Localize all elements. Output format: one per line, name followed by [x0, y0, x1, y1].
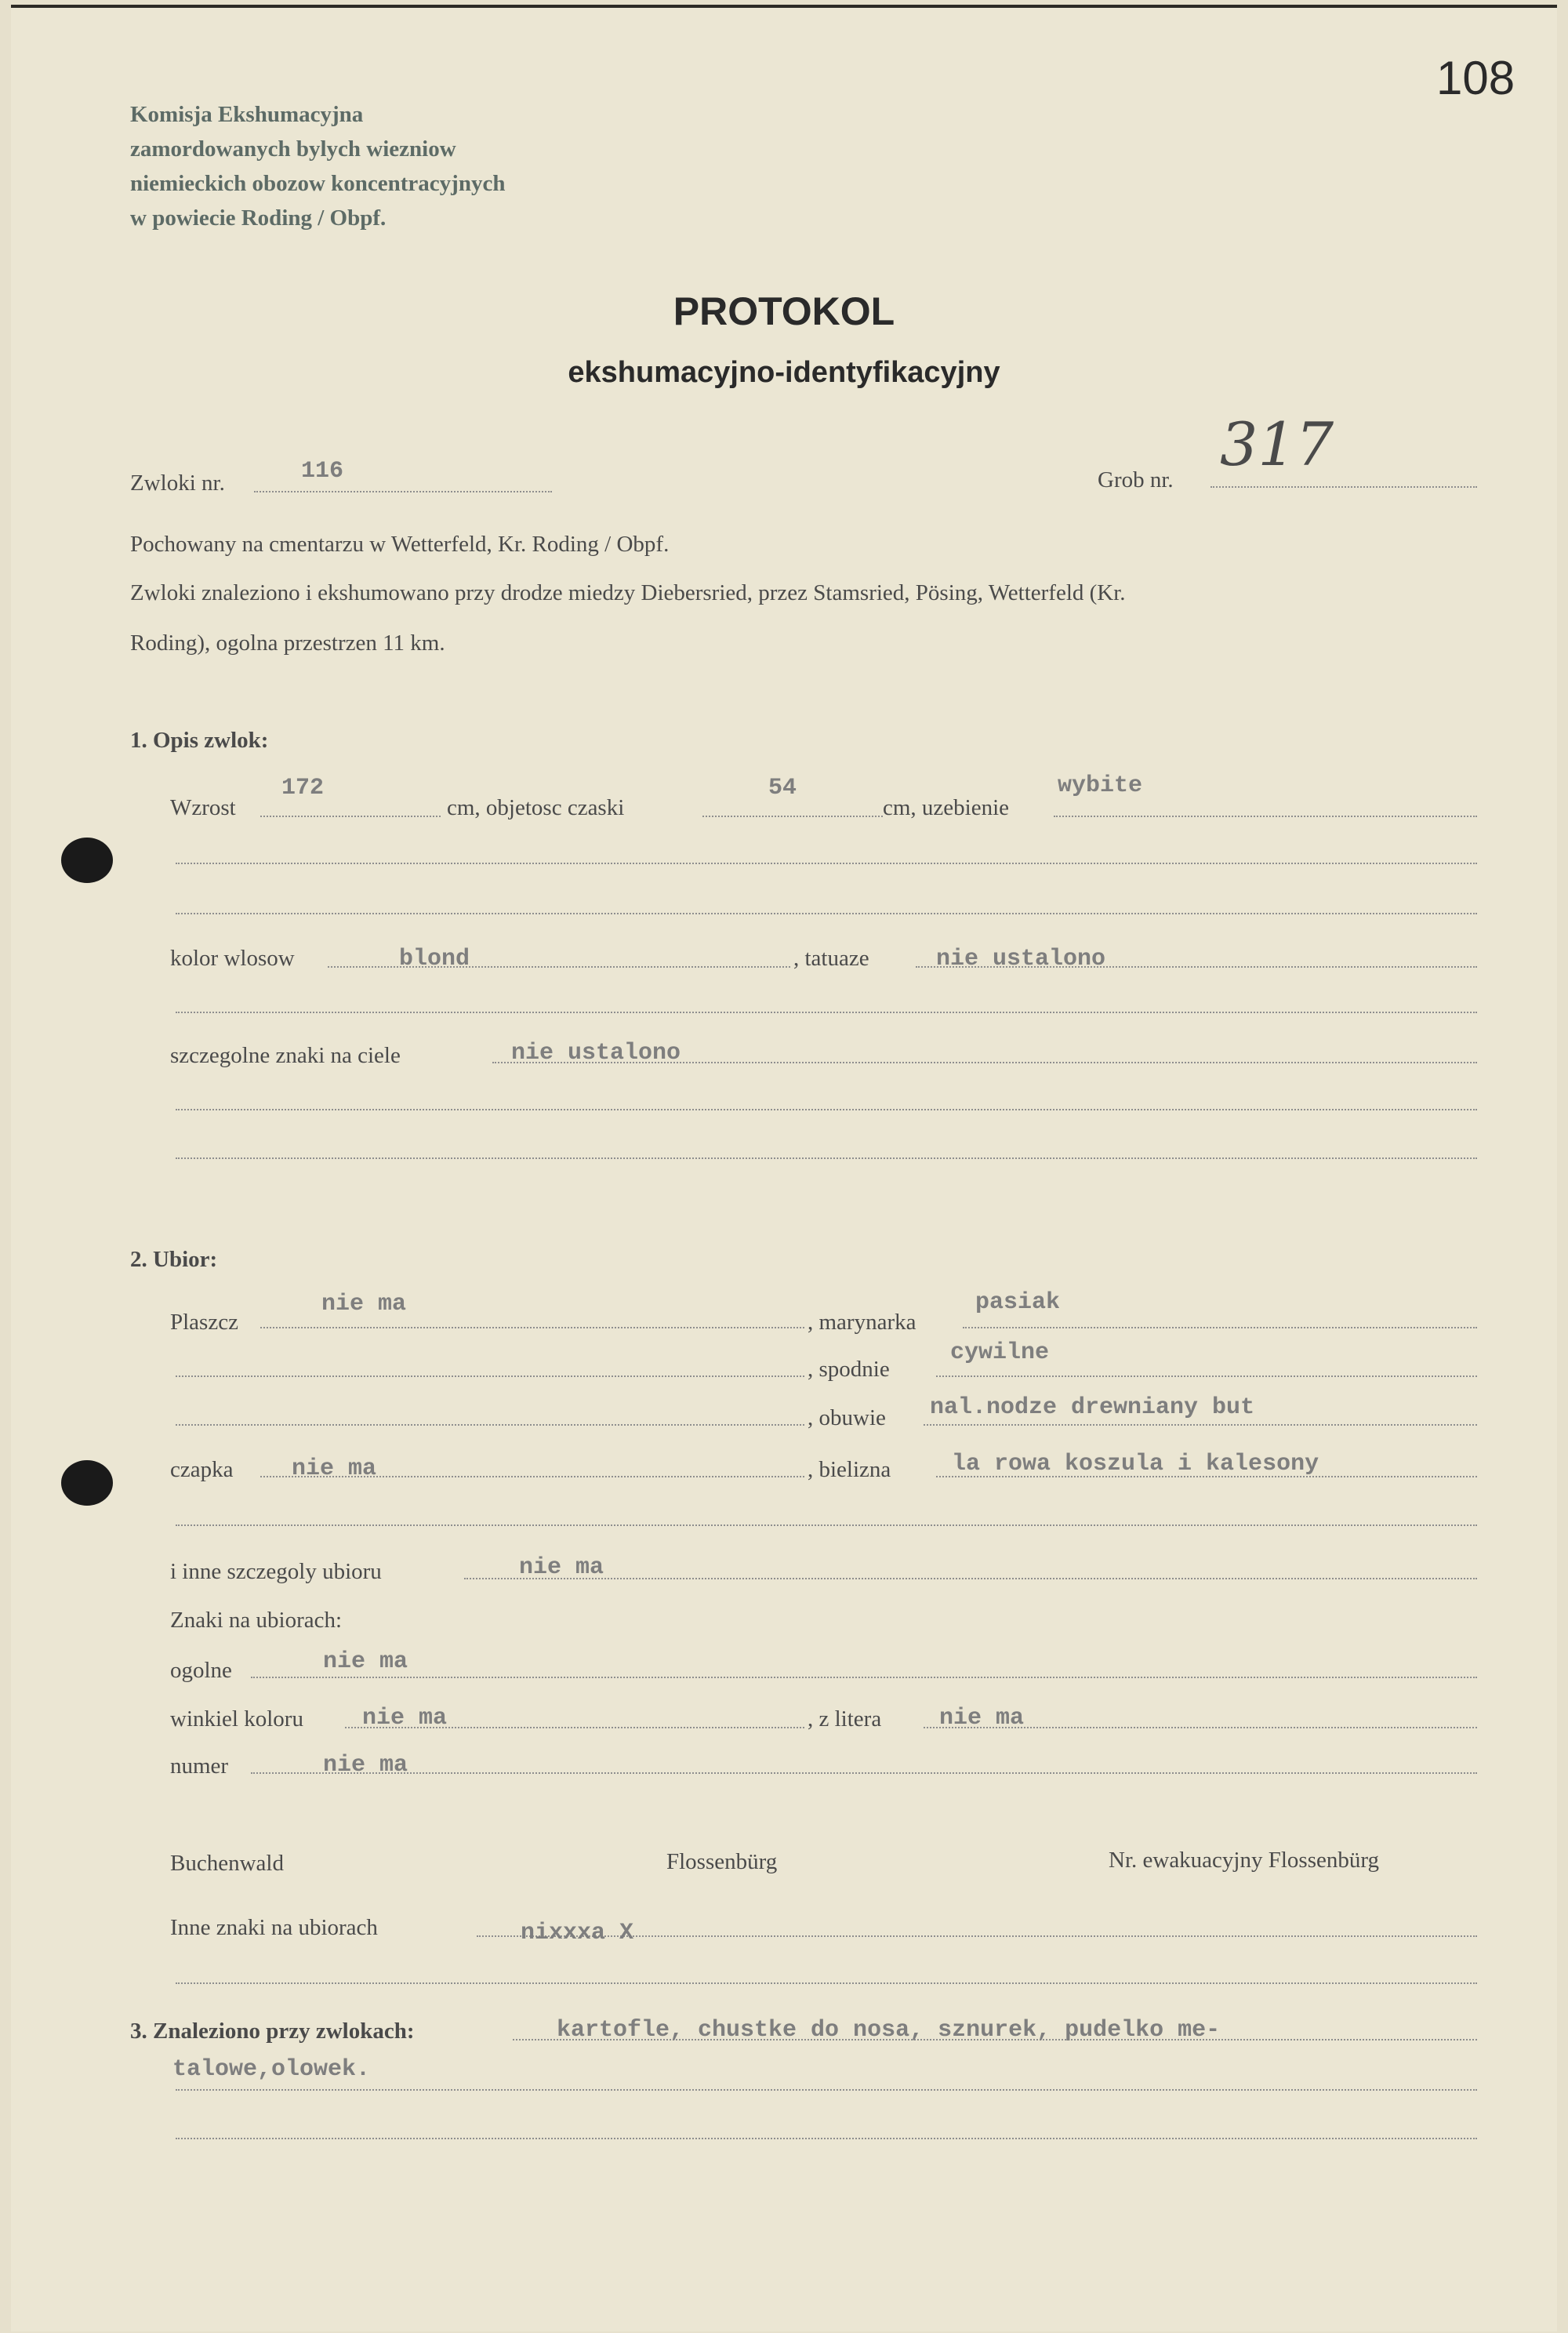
header-line: niemieckich obozow koncentracyjnych [130, 171, 506, 196]
found-items-dotted-line [176, 2089, 1477, 2091]
znaki-na-ubiorach-heading: Znaki na ubiorach: [170, 1608, 343, 1633]
zwloki-dotted-line [254, 491, 552, 492]
document-page [11, 5, 1557, 2331]
litera-value: nie ma [939, 1705, 1025, 1732]
winkiel-value: nie ma [362, 1705, 448, 1732]
wzrost-value: 172 [281, 775, 325, 801]
tatuaze-label: , tatuaze [793, 946, 869, 971]
znaki-value: nie ustalono [511, 1040, 681, 1067]
plaszcz-dotted-line [260, 1327, 804, 1328]
numer-value: nie ma [323, 1752, 408, 1779]
obuwie-label: , obuwie [808, 1405, 886, 1430]
tatuaze-value: nie ustalono [936, 946, 1106, 972]
marynarka-value: pasiak [975, 1289, 1061, 1316]
section-3-heading: 3. Znaleziono przy zwlokach: [130, 2019, 415, 2044]
spodnie-label: , spodnie [808, 1357, 890, 1382]
distance-text: Roding), ogolna przestrzen 11 km. [130, 630, 445, 656]
uzebienie-dotted-line [1054, 816, 1477, 817]
page-number: 108 [1436, 52, 1515, 104]
blank-line [176, 1375, 804, 1377]
document-title: PROTOKOL [673, 289, 895, 333]
found-items-line-2: talowe,olowek. [172, 2056, 371, 2083]
grob-label: Grob nr. [1098, 467, 1174, 492]
znaki-label: szczegolne znaki na ciele [170, 1043, 401, 1068]
header-line: Komisja Ekshumacyjna [130, 102, 364, 127]
inne-szczegoly-label: i inne szczegoly ubioru [170, 1559, 382, 1584]
uzebienie-value: wybite [1058, 772, 1143, 799]
blank-line [176, 863, 1477, 864]
nr-ewakuacyjny-label: Nr. ewakuacyjny Flossenbürg [1109, 1848, 1379, 1873]
wzrost-dotted-line [260, 816, 441, 817]
marynarka-label: , marynarka [808, 1310, 916, 1335]
grob-value: 317 [1220, 409, 1334, 479]
header-line: zamordowanych bylych wiezniow [130, 136, 456, 162]
ogolne-value: nie ma [323, 1648, 408, 1675]
blank-line [176, 913, 1477, 914]
ogolne-dotted-line [251, 1677, 1477, 1678]
numer-dotted-line [251, 1772, 1477, 1774]
found-items-line-1: kartofle, chustke do nosa, sznurek, pudelko me- [557, 2017, 1221, 2044]
zwloki-value: 116 [301, 458, 344, 485]
obuwie-dotted-line [924, 1424, 1477, 1426]
blank-line [176, 1157, 1477, 1159]
buchenwald-label: Buchenwald [170, 1851, 284, 1876]
blank-line [176, 1109, 1477, 1110]
uzebienie-label: cm, uzebienie [883, 795, 1010, 820]
blank-line [176, 1424, 804, 1426]
plaszcz-label: Plaszcz [170, 1310, 238, 1335]
plaszcz-value: nie ma [321, 1291, 407, 1317]
marynarka-dotted-line [963, 1327, 1477, 1328]
found-location-text: Zwloki znaleziono i ekshumowano przy drodze miedzy Diebersried, przez Stamsried, Pösing, Wetterfeld (Kr. [130, 580, 1126, 605]
section-2-heading: 2. Ubior: [130, 1247, 218, 1272]
flossenburg-label: Flossenbürg [666, 1849, 778, 1874]
czapka-label: czapka [170, 1457, 234, 1482]
header-line: w powiecie Roding / Obpf. [130, 205, 387, 231]
blank-line [176, 1524, 1477, 1526]
bielizna-label: , bielizna [808, 1457, 891, 1482]
obuwie-value: nal.nodze drewniany but [930, 1394, 1255, 1421]
section-1-heading: 1. Opis zwlok: [130, 728, 269, 753]
czaszka-label: cm, objetosc czaski [447, 795, 625, 820]
ogolne-label: ogolne [170, 1658, 232, 1683]
blank-line [176, 1982, 1477, 1984]
blank-line [176, 2138, 1477, 2139]
burial-place-text: Pochowany na cmentarzu w Wetterfeld, Kr. Roding / Obpf. [130, 532, 670, 557]
litera-label: , z litera [808, 1706, 882, 1732]
spodnie-dotted-line [936, 1375, 1477, 1377]
wlosy-value: blond [399, 946, 470, 972]
wzrost-label: Wzrost [170, 795, 236, 820]
punch-hole [61, 1460, 113, 1506]
inne-znaki-value: nixxxa X [521, 1920, 634, 1946]
inne-szczegoly-dotted-line [464, 1578, 1477, 1579]
inne-szczegoly-value: nie ma [519, 1554, 604, 1581]
document-subtitle: ekshumacyjno-identyfikacyjny [568, 356, 1000, 389]
punch-hole [61, 838, 113, 883]
wlosy-label: kolor wlosow [170, 946, 295, 971]
wlosy-dotted-line [328, 966, 790, 968]
spodnie-value: cywilne [950, 1339, 1050, 1366]
commission-header [130, 97, 505, 235]
bielizna-value: la rowa koszula i kalesony [952, 1451, 1319, 1477]
inne-znaki-label: Inne znaki na ubiorach [170, 1915, 378, 1940]
numer-label: numer [170, 1753, 229, 1779]
grob-dotted-line [1210, 486, 1477, 488]
czapka-value: nie ma [292, 1455, 377, 1482]
czaszka-value: 54 [768, 775, 797, 801]
zwloki-label: Zwloki nr. [130, 471, 225, 496]
winkiel-label: winkiel koloru [170, 1706, 303, 1732]
czaszka-dotted-line [702, 816, 883, 817]
blank-line [176, 1012, 1477, 1013]
